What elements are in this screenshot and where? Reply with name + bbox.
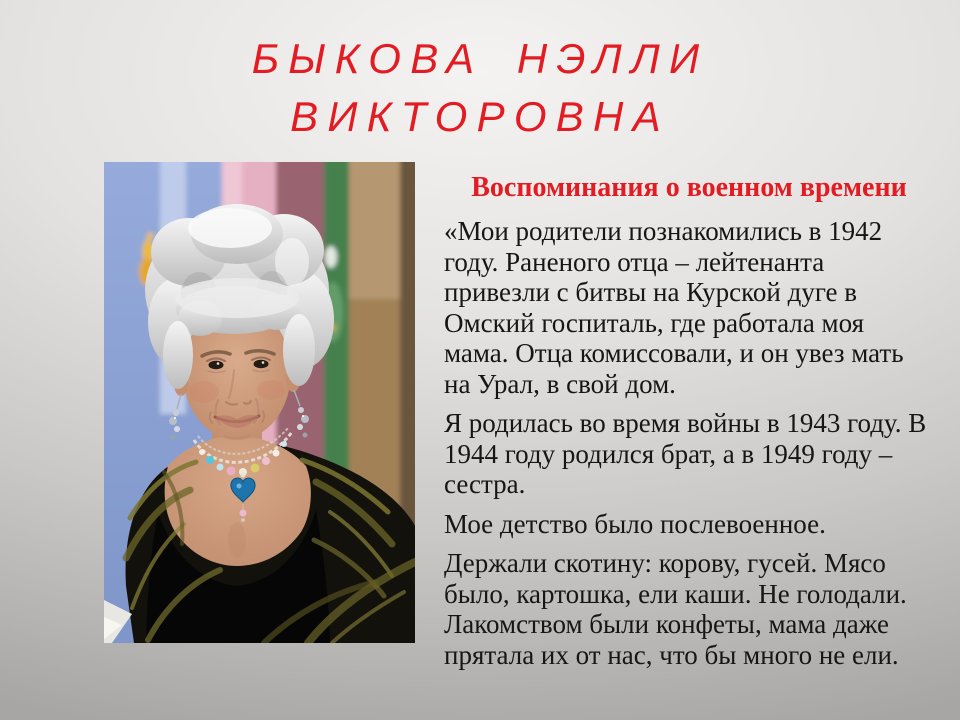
memoir-text — [444, 172, 934, 679]
memoir-paragraph-1: «Мои родители познакомились в 1942 году. Раненого отца – лейтенанта привезли с битвы на Курской дуге в Омский госпиталь, где работала моя мама. Отца комиссовали, и он увез мать на Урал, в свой дом. — [444, 216, 904, 399]
memoir-paragraph-3: Мое детство было послевоенное. — [444, 508, 826, 539]
memoir-paragraph-2: Я родилась во время войны в 1943 году. В 1944 году родился брат, а в 1949 году – сестра. — [444, 408, 927, 499]
portrait-photo — [104, 162, 415, 643]
title-line-1: БЫКОВА НЭЛЛИ — [251, 35, 709, 82]
memoir-heading: Воспоминания о военном времени — [471, 172, 907, 203]
memoir-paragraph-4: Держали скотину: корову, гусей. Мясо было, картошка, ели каши. Не голодали. Лакомством были конфеты, мама даже прятала их от нас, что бы много не ели. — [444, 548, 907, 670]
title-line-2: ВИКТОРОВНА — [290, 92, 670, 140]
slide-title — [0, 30, 960, 146]
